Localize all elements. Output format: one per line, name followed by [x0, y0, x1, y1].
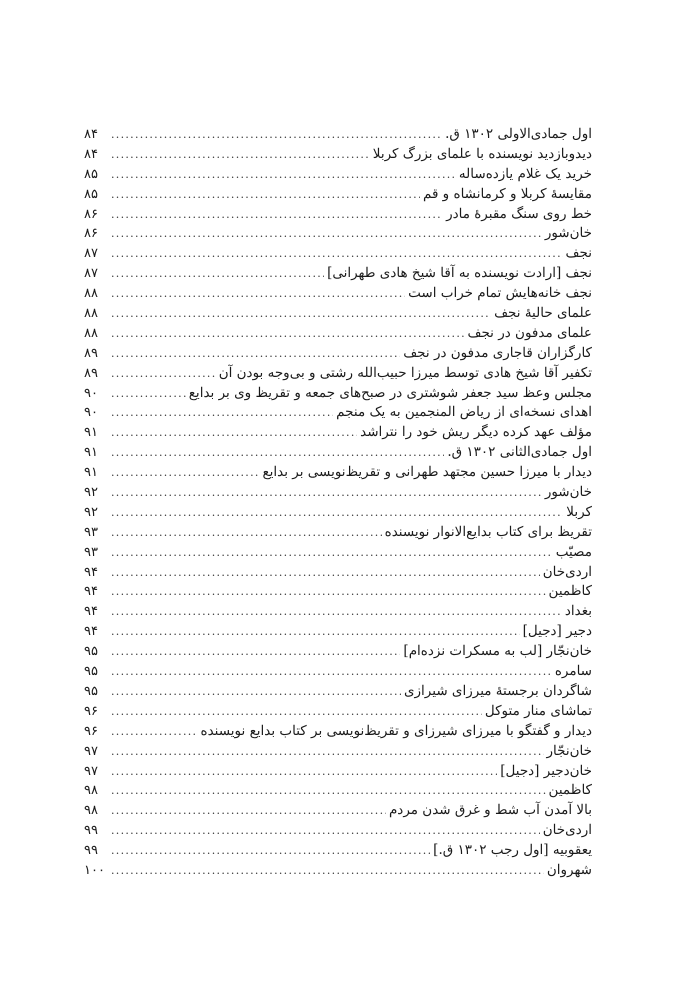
dot-leader — [111, 304, 491, 324]
toc-entry-page-number: ۸۶ — [84, 226, 98, 242]
toc-entry — [84, 682, 592, 702]
toc-entry — [84, 563, 592, 583]
dot-leader — [111, 364, 216, 384]
toc-entry — [84, 205, 592, 225]
toc-entry-title: مصیّب — [555, 543, 592, 560]
toc-entry-page-number: ۸۷ — [84, 246, 98, 262]
toc-entry — [84, 165, 592, 185]
toc-entry-title: مقایسهٔ کربلا و کرمانشاه و قم — [422, 185, 592, 202]
toc-entry-title: تقریظ برای کتاب بدایع‌الانوار نویسنده — [384, 523, 592, 540]
toc-entry-page-number: ۸۹ — [84, 345, 98, 361]
toc-entry-page-number: ۸۹ — [84, 365, 98, 381]
toc-entry — [84, 324, 592, 344]
toc-entry — [84, 582, 592, 602]
toc-entry-title: دیدار با میرزا حسین مجتهد طهرانی و تقریظ‌نویسی بر بدایع — [262, 464, 592, 481]
toc-entry — [84, 145, 592, 165]
toc-entry — [84, 364, 592, 384]
toc-entry — [84, 403, 592, 423]
toc-entry-page-number: ۹۱ — [84, 465, 98, 481]
dot-leader — [111, 702, 482, 722]
toc-entry — [84, 821, 592, 841]
toc-entry-page-number: ۹۸ — [84, 803, 98, 819]
toc-entry-page-number: ۹۲ — [84, 504, 98, 520]
toc-entry — [84, 642, 592, 662]
toc-entry-title: مجلس وعظ سید جعفر شوشتری در صبح‌های جمعه و تقریظ وی بر بدایع — [188, 384, 592, 401]
toc-entry — [84, 662, 592, 682]
dot-leader — [111, 284, 405, 304]
toc-entry — [84, 762, 592, 782]
toc-entry-title: سامره — [554, 663, 592, 680]
toc-entry-page-number: ۹۰ — [84, 385, 98, 401]
toc-entry — [84, 742, 592, 762]
dot-leader — [111, 165, 456, 185]
toc-entry — [84, 304, 592, 324]
toc-entry-title: علمای مدفون در نجف — [467, 324, 592, 341]
dot-leader — [111, 602, 562, 622]
toc-entry-title: کاظمین — [548, 782, 592, 799]
toc-entry — [84, 602, 592, 622]
toc-entry — [84, 543, 592, 563]
dot-leader — [111, 344, 400, 364]
toc-entry-title: خان‌شور — [544, 484, 592, 501]
toc-entry-page-number: ۸۵ — [84, 186, 98, 202]
toc-entry-title: کربلا — [566, 503, 592, 520]
toc-entry-page-number: ۹۱ — [84, 445, 98, 461]
dot-leader — [111, 145, 370, 165]
toc-entry — [84, 801, 592, 821]
toc-entry-title: اردی‌خان — [542, 563, 592, 580]
toc-entry-page-number: ۱۰۰ — [84, 862, 105, 878]
toc-entry-title: نجف [ارادت نویسنده به آقا شیخ هادی طهرانی] — [327, 265, 592, 282]
dot-leader — [111, 483, 542, 503]
dot-leader — [111, 503, 563, 523]
toc-entry — [84, 523, 592, 543]
toc-entry-page-number: ۹۴ — [84, 584, 98, 600]
toc-entry — [84, 384, 592, 404]
dot-leader — [111, 205, 443, 225]
toc-entry-title: اول جمادی‌الاولی ۱۳۰۲ ق. — [445, 126, 592, 142]
dot-leader — [111, 742, 544, 762]
dot-leader — [111, 781, 546, 801]
toc-entry-title: خان‌نجّار [لب به مسکرات نزده‌ام] — [403, 643, 592, 660]
toc-entry — [84, 702, 592, 722]
toc-entry — [84, 781, 592, 801]
dot-leader — [111, 463, 259, 483]
toc-entry-page-number: ۹۶ — [84, 703, 98, 719]
dot-leader — [111, 423, 357, 443]
toc-entry — [84, 244, 592, 264]
toc-entry-page-number: ۹۷ — [84, 763, 98, 779]
dot-leader — [111, 244, 563, 264]
toc-entry-page-number: ۹۶ — [84, 723, 98, 739]
toc-entry-page-number: ۸۸ — [84, 286, 98, 302]
toc-entry-title: اردی‌خان — [542, 822, 592, 839]
toc-entry — [84, 423, 592, 443]
toc-entry-title: علمای حالیهٔ نجف — [494, 305, 592, 322]
toc-entry — [84, 125, 592, 145]
toc-entry-title: نجف خانه‌هایش تمام خراب است — [408, 285, 592, 302]
dot-leader — [111, 622, 520, 642]
dot-leader — [111, 861, 544, 881]
dot-leader — [111, 821, 540, 841]
dot-leader — [111, 403, 333, 423]
toc-entry-page-number: ۸۵ — [84, 166, 98, 182]
toc-entry — [84, 622, 592, 642]
toc-entry-page-number: ۹۲ — [84, 485, 98, 501]
dot-leader — [111, 801, 386, 821]
toc-entry-page-number: ۹۴ — [84, 624, 98, 640]
dot-leader — [111, 443, 444, 463]
toc-entry — [84, 463, 592, 483]
toc-entry — [84, 861, 592, 881]
toc-entry-page-number: ۸۷ — [84, 266, 98, 282]
dot-leader — [111, 224, 542, 244]
toc-entry-title: کاظمین — [548, 583, 592, 600]
toc-entry — [84, 224, 592, 244]
dot-leader — [111, 642, 400, 662]
dot-leader — [111, 841, 430, 861]
dot-leader — [111, 563, 540, 583]
toc-entry-title: خط روی سنگ مقبرهٔ مادر — [446, 205, 592, 222]
toc-entry — [84, 284, 592, 304]
toc-entry-page-number: ۸۴ — [84, 127, 98, 142]
toc-entry-page-number: ۹۴ — [84, 564, 98, 580]
toc-entry-page-number: ۹۹ — [84, 843, 98, 859]
toc-entry-page-number: ۹۵ — [84, 664, 98, 680]
toc-entry-page-number: ۹۷ — [84, 743, 98, 759]
dot-leader — [111, 662, 552, 682]
dot-leader — [111, 264, 324, 284]
dot-leader — [111, 543, 553, 563]
toc-entry-title: مؤلف عهد کرده دیگر ریش خود را نتراشد — [360, 424, 592, 441]
dot-leader — [111, 185, 420, 205]
toc-entry — [84, 344, 592, 364]
toc-entry-title: اهدای نسخه‌ای از ریاض المنجمین به یک منجم — [336, 404, 592, 421]
toc-entry-page-number: ۹۵ — [84, 644, 98, 660]
toc-entry-page-number: ۸۶ — [84, 206, 98, 222]
toc-entry-title: دیدار و گفتگو با میرزای شیرزای و تقریظ‌نویسی بر کتاب بدایع نویسنده — [200, 722, 592, 739]
toc-entry — [84, 264, 592, 284]
toc-entry-page-number: ۹۴ — [84, 604, 98, 620]
toc-entry-title: کارگزاران قاجاری مدفون در نجف — [403, 344, 592, 361]
toc-entry-title: بغداد — [564, 603, 592, 620]
toc-entry — [84, 841, 592, 861]
toc-entry-title: نجف — [565, 245, 592, 262]
toc-entry — [84, 722, 592, 742]
toc-entry-page-number: ۸۴ — [84, 146, 98, 162]
toc-entry-page-number: ۹۹ — [84, 823, 98, 839]
toc-entry — [84, 443, 592, 463]
toc-entry-title: تماشای منار متوکل — [484, 702, 592, 719]
toc-entry — [84, 185, 592, 205]
toc-entry-title: شهروان — [546, 861, 592, 878]
toc-entry-page-number: ۹۱ — [84, 425, 98, 441]
toc-entry-title: خرید یک غلام یازده‌ساله — [458, 165, 592, 182]
toc-entry-title: تکفیر آقا شیخ هادی توسط میرزا حبیب‌الله رشتی و بی‌وجه بودن آن — [218, 364, 592, 381]
toc-entry — [84, 483, 592, 503]
toc-entry-page-number: ۹۵ — [84, 683, 98, 699]
dot-leader — [111, 582, 546, 602]
toc-entry-title: دجیر [دجیل] — [522, 623, 592, 640]
toc-entry — [84, 503, 592, 523]
toc-entry-page-number: ۹۳ — [84, 544, 98, 560]
toc-entry-title: یعقوبیه [اول رجب ۱۳۰۲ ق.] — [433, 842, 592, 859]
toc-entry-page-number: ۸۸ — [84, 325, 98, 341]
dot-leader — [111, 324, 464, 344]
toc-entry-page-number: ۸۸ — [84, 306, 98, 322]
toc-entry-title: خان‌نجّار — [546, 742, 592, 759]
toc-entry-title: شاگردان برجستهٔ میرزای شیرازی — [403, 682, 592, 699]
dot-leader — [111, 125, 442, 145]
toc-entry-title: بالا آمدن آب شط و غرق شدن مردم — [388, 802, 592, 819]
toc-entry-page-number: ۹۰ — [84, 405, 98, 421]
toc-entry-page-number: ۹۳ — [84, 524, 98, 540]
dot-leader — [111, 384, 186, 404]
toc-entry-title: خان‌دجیر [دجیل] — [500, 762, 592, 779]
dot-leader — [111, 523, 382, 543]
toc-entry-title: اول جمادی‌الثانی ۱۳۰۲ ق. — [447, 444, 592, 461]
dot-leader — [111, 682, 401, 702]
dot-leader — [111, 722, 198, 742]
toc-entry-title: دیدوبازدید نویسنده با علمای بزرگ کربلا — [372, 145, 592, 162]
toc-entry-title: خان‌شور — [544, 225, 592, 242]
toc-entry-page-number: ۹۸ — [84, 783, 98, 799]
dot-leader — [111, 762, 497, 782]
table-of-contents — [84, 125, 592, 881]
